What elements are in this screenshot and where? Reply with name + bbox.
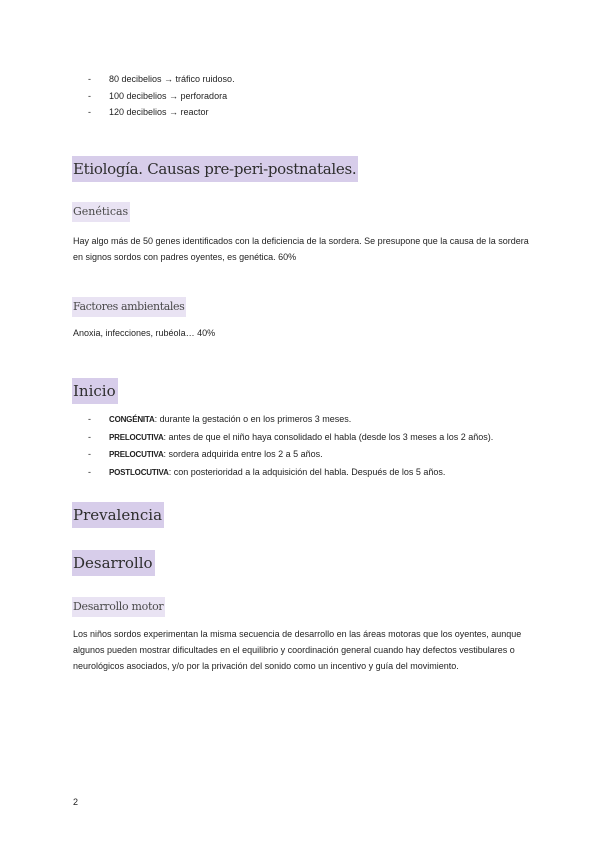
onset-tag: PRELOCUTIVA: [109, 432, 164, 442]
list-dash: -: [88, 107, 91, 117]
list-item: [88, 446, 493, 464]
list-dash: -: [88, 414, 91, 424]
list-dash: -: [88, 466, 91, 477]
list-item: [88, 104, 235, 121]
etiologia-heading: Etiología. Causas pre-peri-postnatales.: [72, 156, 358, 182]
list-item: [88, 429, 493, 447]
list-item-text: : durante la gestación o en los primeros 3 meses.: [154, 414, 352, 424]
inicio-list: [88, 411, 493, 481]
desarrollo-motor-paragraph: Los niños sordos experimentan la misma secuencia de desarrollo en las áreas motoras que los oyentes, aunque algunos pueden mostrar dificultades en el equilibrio y coordinación general cuando hay defectos vestibulares o neurológicos asociados, y/o por la privación del sonido como un incentivo y guía del movimiento.: [73, 629, 522, 671]
onset-tag: PRELOCUTIVA: [109, 450, 164, 459]
list-item-text: 100 decibelios → perforadora: [109, 90, 228, 101]
page-number: 2: [73, 797, 79, 807]
list-item: [88, 411, 493, 429]
list-dash: -: [88, 431, 91, 442]
list-item-text: 120 decibelios → reactor: [109, 107, 209, 117]
list-item-text: : sordera adquirida entre los 2 a 5 años.: [163, 449, 323, 459]
list-item: [88, 88, 235, 105]
list-item: [88, 464, 493, 482]
list-item-text: : antes de que el niño haya consolidado el habla (desde los 3 meses a los 2 años).: [163, 431, 494, 442]
list-dash: -: [88, 74, 91, 84]
inicio-heading: Inicio: [72, 378, 118, 404]
desarrollo-heading: Desarrollo: [72, 550, 155, 576]
onset-tag: POSTLOCUTIVA: [109, 467, 169, 477]
ambientales-paragraph: Anoxia, infecciones, rubéola… 40%: [73, 328, 216, 338]
list-dash: -: [88, 90, 91, 101]
list-dash: -: [88, 449, 91, 459]
ambientales-heading: Factores ambientales: [72, 297, 186, 317]
onset-tag: CONGÉNITA: [109, 415, 155, 424]
intro-decibel-list: [88, 71, 235, 121]
prevalencia-heading: Prevalencia: [72, 502, 164, 528]
geneticas-heading: Genéticas: [72, 202, 130, 222]
list-item-text: 80 decibelios → tráfico ruidoso.: [109, 74, 235, 84]
geneticas-paragraph: Hay algo más de 50 genes identificados con la deficiencia de la sordera. Se presupone que la causa de la sordera en signos sordos con padres oyentes, es genética. 60%: [73, 236, 529, 262]
desarrollo-motor-heading: Desarrollo motor: [72, 597, 165, 617]
list-item: [88, 71, 235, 88]
list-item-text: : con posterioridad a la adquisición del habla. Después de los 5 años.: [168, 466, 446, 477]
